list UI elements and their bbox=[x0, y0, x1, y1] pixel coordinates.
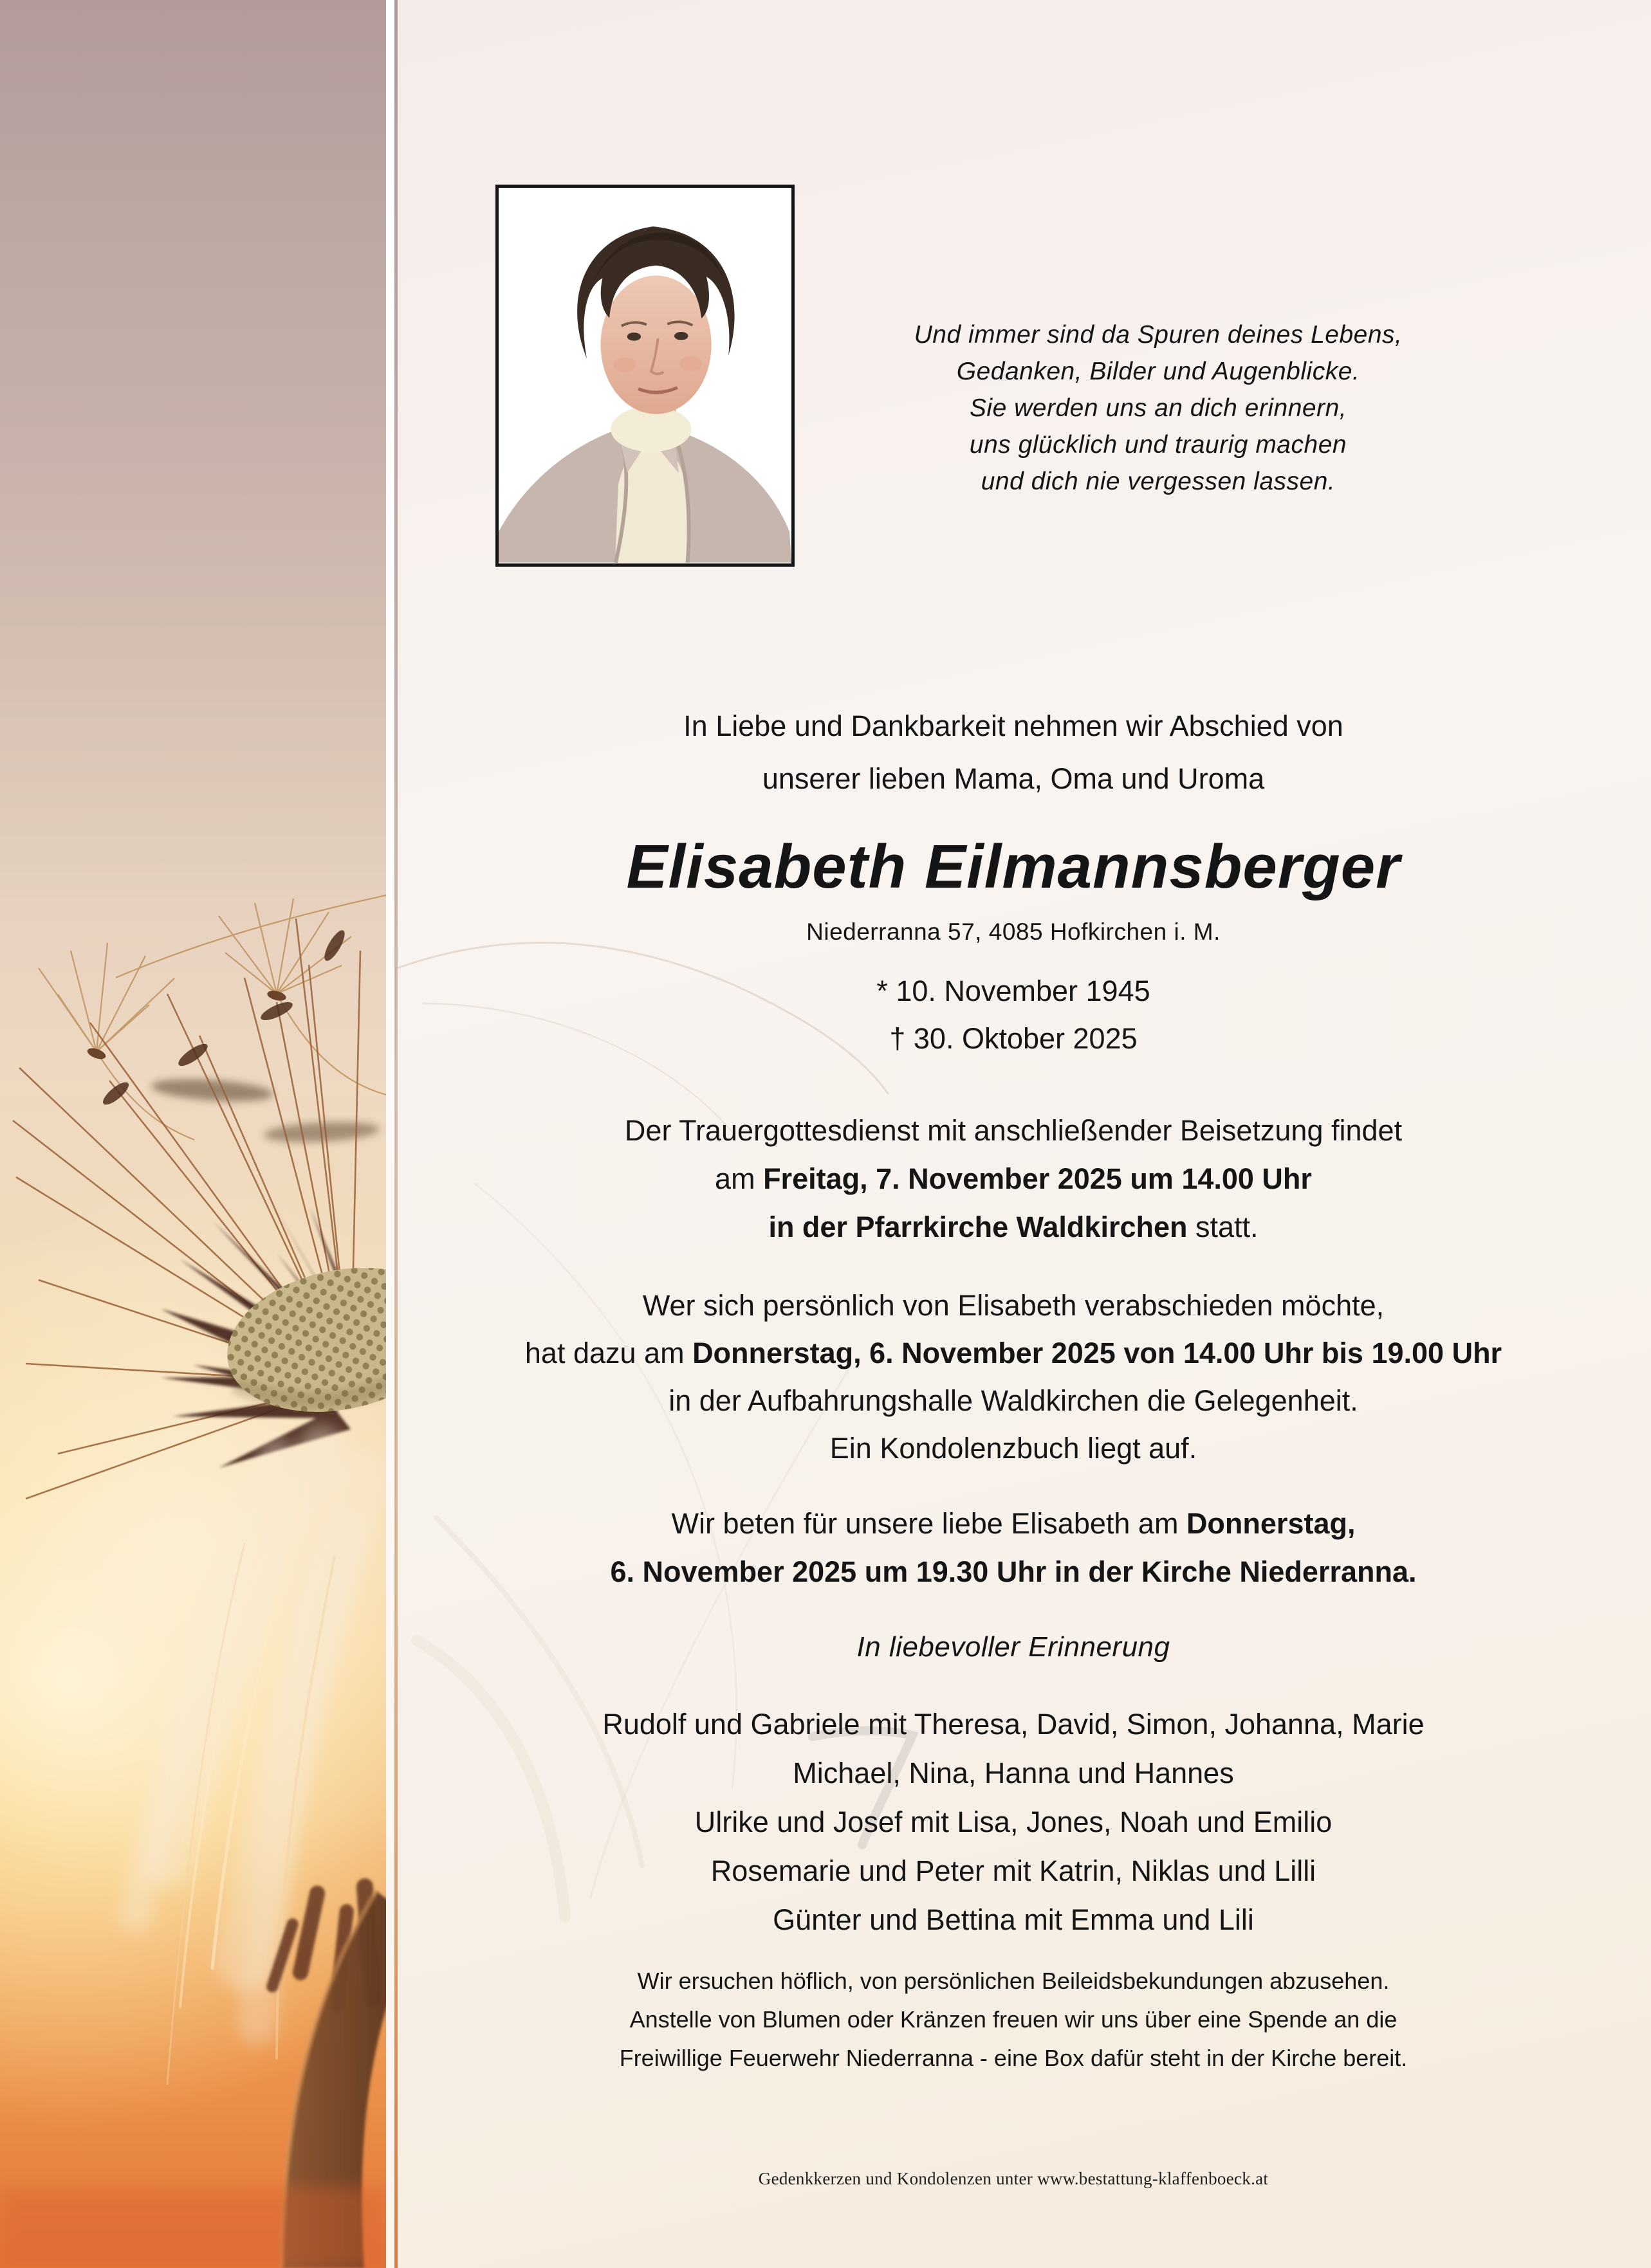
condolence-request bbox=[412, 1962, 1615, 2078]
farewell-intro bbox=[412, 700, 1615, 805]
poem-line: und dich nie vergessen lassen. bbox=[981, 468, 1336, 495]
portrait-illustration bbox=[499, 188, 791, 563]
text-segment: Wer sich persönlich von Elisabeth verabschieden möchte, bbox=[642, 1289, 1385, 1322]
viewing-line bbox=[412, 1377, 1615, 1425]
text-segment: Der Trauergottesdienst mit anschließender Beisetzung findet bbox=[624, 1114, 1403, 1147]
request-line: Freiwillige Feuerwehr Niederranna - eine Box dafür steht in der Kirche bereit. bbox=[619, 2045, 1408, 2071]
family-line: Günter und Bettina mit Emma und Lili bbox=[773, 1903, 1254, 1936]
viewing-info bbox=[412, 1282, 1615, 1472]
poem-line: Gedanken, Bilder und Augenblicke. bbox=[956, 358, 1360, 385]
deceased-address: Niederranna 57, 4085 Hofkirchen i. M. bbox=[806, 919, 1221, 945]
text-segment: 6. November 2025 um 19.30 Uhr in der Kirche Niederranna. bbox=[610, 1555, 1417, 1588]
intro-line: unserer lieben Mama, Oma und Uroma bbox=[762, 762, 1265, 795]
poem-line: Sie werden uns an dich erinnern, bbox=[969, 394, 1347, 422]
strip-divider-white bbox=[386, 0, 394, 2268]
text-segment: Donnerstag, bbox=[1186, 1507, 1356, 1540]
poem-line: Und immer sind da Spuren deines Lebens, bbox=[914, 321, 1403, 349]
poem-line: uns glücklich und traurig machen bbox=[969, 431, 1347, 459]
viewing-line bbox=[412, 1425, 1615, 1472]
viewing-line bbox=[412, 1330, 1615, 1377]
text-segment: statt. bbox=[1187, 1211, 1259, 1243]
intro-line: In Liebe und Dankbarkeit nehmen wir Abschied von bbox=[683, 709, 1343, 742]
text-segment: Freitag, 7. November 2025 um 14.00 Uhr bbox=[763, 1162, 1312, 1195]
dandelion-sunset-photo bbox=[0, 0, 386, 2268]
portrait-photo bbox=[495, 185, 795, 567]
text-segment: in der Aufbahrungshalle Waldkirchen die Gelegenheit. bbox=[669, 1384, 1358, 1417]
text-segment: Ein Kondolenzbuch liegt auf. bbox=[829, 1432, 1197, 1465]
funeral-service-info bbox=[412, 1106, 1615, 1251]
prayer-info bbox=[412, 1499, 1615, 1596]
request-line: Anstelle von Blumen oder Kränzen freuen wir uns über eine Spende an die bbox=[629, 2006, 1397, 2033]
family-line: Michael, Nina, Hanna und Hannes bbox=[793, 1757, 1234, 1789]
life-dates bbox=[412, 967, 1615, 1063]
funeral-home-footer: Gedenkkerzen und Kondolenzen unter www.bestattung-klaffenboeck.at bbox=[758, 2169, 1269, 2188]
memorial-poem bbox=[856, 316, 1461, 500]
family-names bbox=[412, 1700, 1615, 1944]
remembrance-line: In liebevoller Erinnerung bbox=[856, 1631, 1170, 1663]
family-line: Ulrike und Josef mit Lisa, Jones, Noah und Emilio bbox=[694, 1806, 1333, 1838]
text-segment: Wir beten für unsere liebe Elisabeth am bbox=[671, 1507, 1186, 1540]
family-line: Rosemarie und Peter mit Katrin, Niklas und Lilli bbox=[710, 1854, 1316, 1887]
text-segment: am bbox=[715, 1162, 764, 1195]
viewing-line bbox=[412, 1282, 1615, 1330]
prayer-line bbox=[412, 1548, 1615, 1596]
text-segment: hat dazu am bbox=[524, 1337, 693, 1369]
text-segment: Donnerstag, 6. November 2025 von 14.00 Uhr bis 19.00 Uhr bbox=[692, 1337, 1502, 1369]
request-line: Wir ersuchen höflich, von persönlichen Beileidsbekundungen abzusehen. bbox=[637, 1968, 1390, 1994]
funeral-line bbox=[412, 1155, 1615, 1203]
family-line: Rudolf und Gabriele mit Theresa, David, Simon, Johanna, Marie bbox=[602, 1708, 1425, 1741]
prayer-line bbox=[412, 1499, 1615, 1548]
birth-date: * 10. November 1945 bbox=[876, 974, 1150, 1007]
funeral-line bbox=[412, 1203, 1615, 1251]
text-segment: in der Pfarrkirche Waldkirchen bbox=[768, 1211, 1188, 1243]
death-date: † 30. Oktober 2025 bbox=[889, 1022, 1138, 1055]
deceased-name: Elisabeth Eilmannsberger bbox=[626, 832, 1401, 901]
funeral-line bbox=[412, 1106, 1615, 1155]
